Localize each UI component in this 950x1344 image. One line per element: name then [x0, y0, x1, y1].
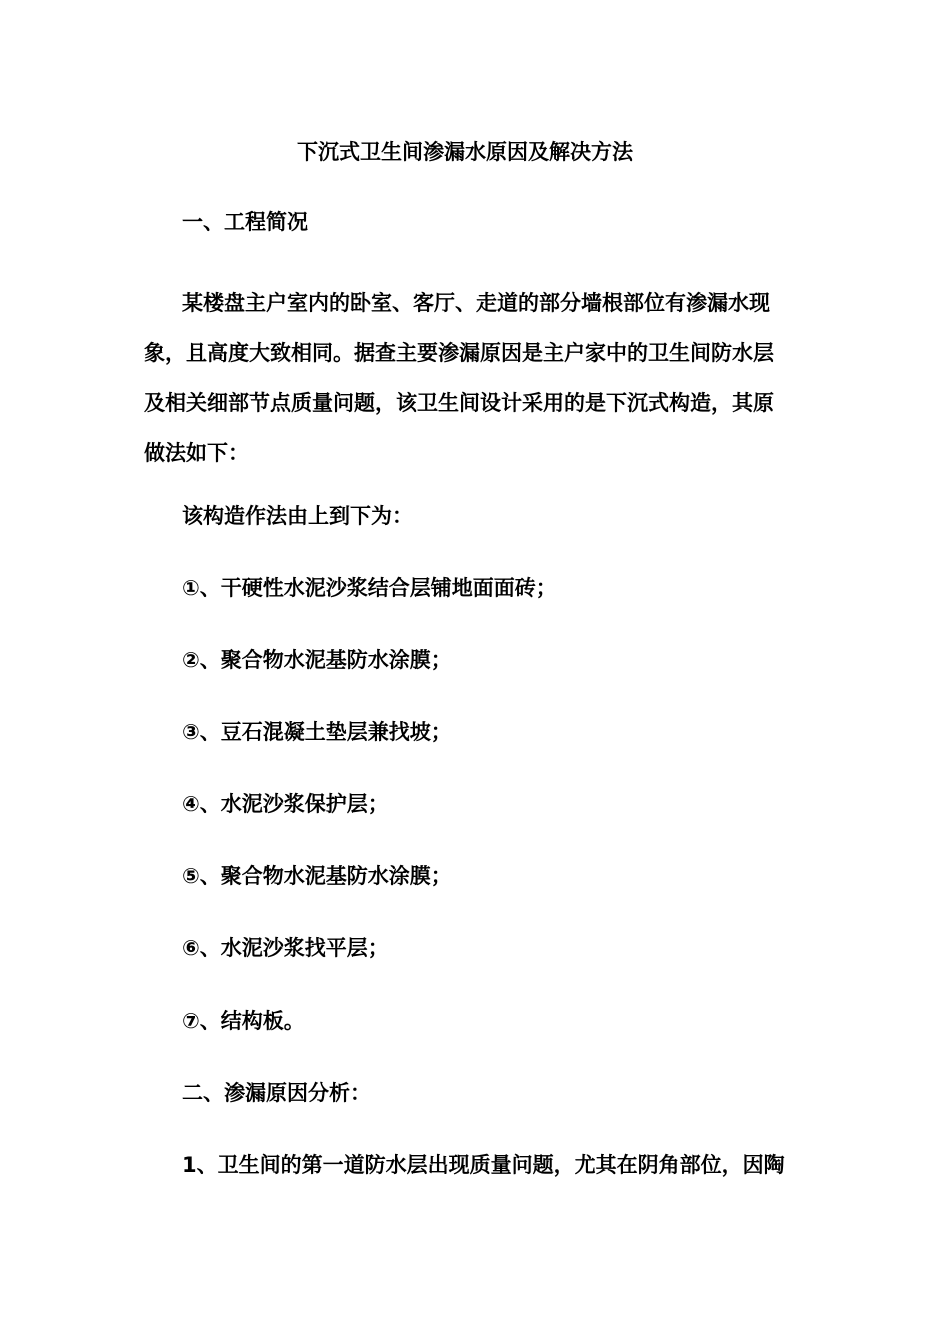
intro-line: 做法如下：	[144, 441, 249, 465]
intro-line: 及相关细部节点质量问题，该卫生间设计采用的是下沉式构造，其原	[144, 391, 774, 415]
layer-item: ③、豆石混凝土垫层兼找坡；	[182, 720, 452, 744]
layer-item: ⑦、结构板。	[182, 1009, 305, 1033]
cause-item: 1、卫生间的第一道防水层出现质量问题，尤其在阴角部位，因陶	[182, 1153, 785, 1177]
layer-item: ②、聚合物水泥基防水涂膜；	[182, 648, 452, 672]
layer-item: ⑥、水泥沙浆找平层；	[182, 936, 389, 960]
intro-line: 某楼盘主户室内的卧室、客厅、走道的部分墙根部位有渗漏水现	[182, 291, 770, 315]
intro-line: 象，且高度大致相同。据查主要渗漏原因是主户家中的卫生间防水层	[144, 341, 774, 365]
intro-paragraph	[144, 278, 804, 478]
section-heading-overview: 一、工程简况	[182, 210, 308, 234]
layer-item: ⑤、聚合物水泥基防水涂膜；	[182, 864, 452, 888]
document-title: 下沉式卫生间渗漏水原因及解决方法	[297, 140, 633, 164]
section-heading-causes: 二、渗漏原因分析：	[182, 1081, 371, 1105]
layers-intro: 该构造作法由上到下为：	[182, 504, 413, 528]
layer-item: ①、干硬性水泥沙浆结合层铺地面面砖；	[182, 576, 557, 600]
layer-item: ④、水泥沙浆保护层；	[182, 792, 389, 816]
